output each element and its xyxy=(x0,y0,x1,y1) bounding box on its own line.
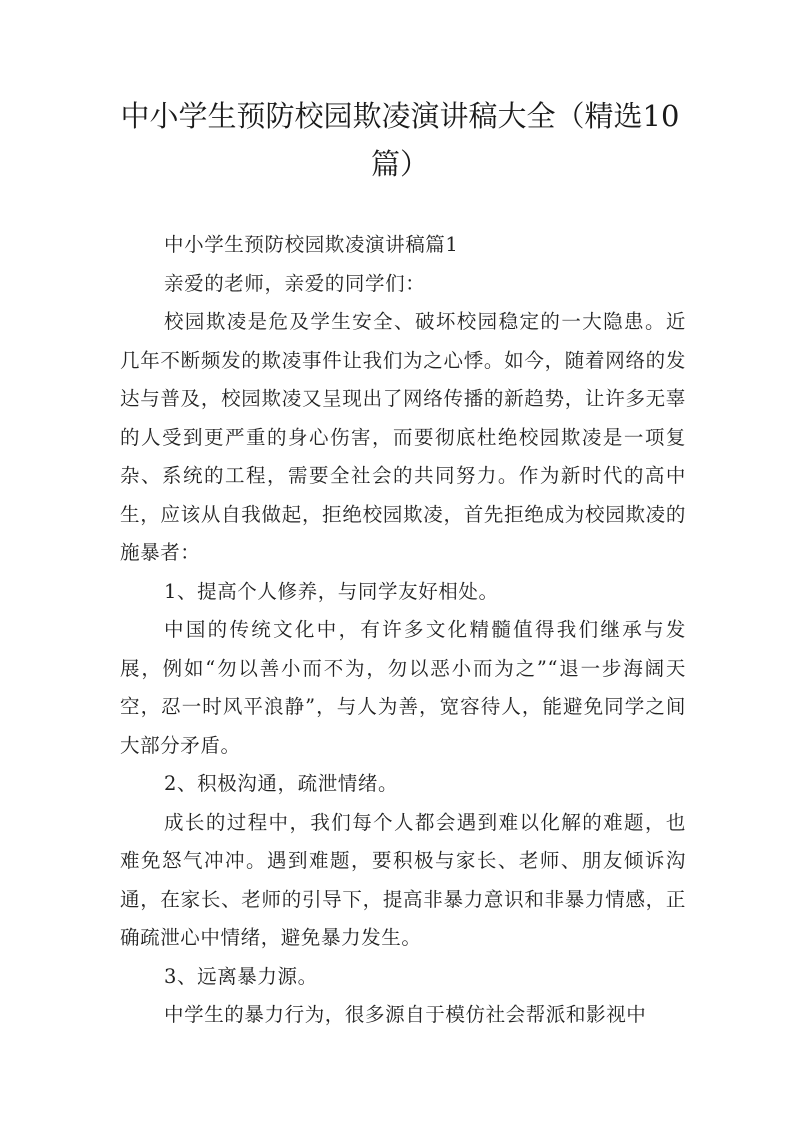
list-point-heading: 1、提高个人修养，与同学友好相处。 xyxy=(164,579,499,603)
document-body xyxy=(120,226,686,1035)
body-paragraph: 中学生的暴力行为，很多源自于模仿社会帮派和影视中 xyxy=(164,1003,647,1026)
document-title: 中小学生预防校园欺凌演讲稿大全（精选10篇） xyxy=(120,99,680,181)
list-point-heading: 2、积极沟通，疏泄情绪。 xyxy=(164,772,399,795)
list-point-heading: 3、远离暴力源。 xyxy=(164,964,318,988)
body-paragraph: 校园欺凌是危及学生安全、破坏校园稳定的一大隐患。近几年不断频发的欺凌事件让我们为之心悸。如今，随着网络的发达与普及，校园欺凌又呈现出了网络传播的新趋势，让许多无辜的人受到更严重的身心伤害，而要彻底杜绝校园欺凌是一项复杂、系统的工程，需要全社会的共同努力。作为新时代的高中生，应该从自我做起，拒绝校园欺凌，首先拒绝成为校园欺凌的施暴者： xyxy=(120,310,686,564)
salutation: 亲爱的老师，亲爱的同学们： xyxy=(164,271,426,295)
section-heading: 中小学生预防校园欺凌演讲稿篇1 xyxy=(164,233,459,256)
body-paragraph: 中国的传统文化中，有许多文化精髓值得我们继承与发展，例如“勿以善小而不为，勿以恶小而为之”“退一步海阔天空，忍一时风平浪静”，与人为善，宽容待人，能避免同学之间大部分矛盾。 xyxy=(120,618,686,757)
body-paragraph: 成长的过程中，我们每个人都会遇到难以化解的难题，也难免怒气冲冲。遇到难题，要积极与家长、老师、朋友倾诉沟通，在家长、老师的引导下，提高非暴力意识和非暴力情感，正确疏泄心中情绪，避免暴力发生。 xyxy=(120,810,686,949)
